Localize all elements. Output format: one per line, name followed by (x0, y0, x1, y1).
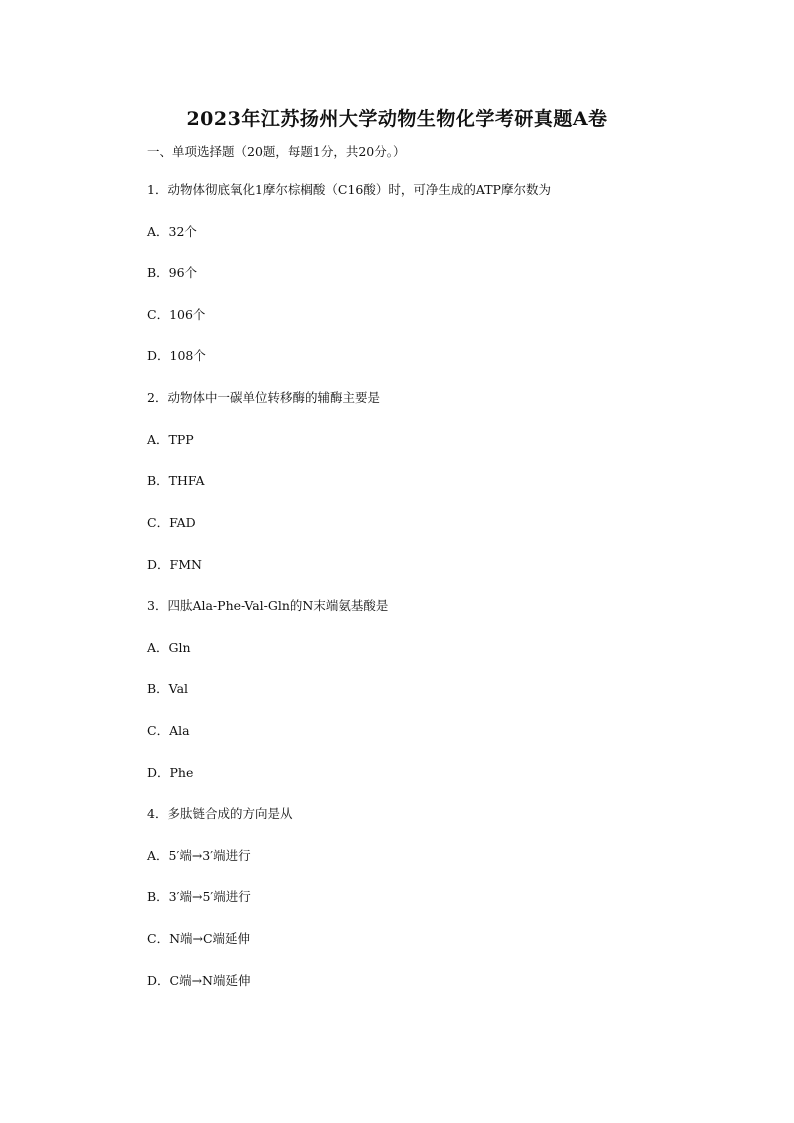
question-4-option-d: D．C端→N端延伸 (147, 973, 251, 988)
question-3-option-d: D．Phe (147, 765, 194, 780)
question-2-option-b: B．THFA (147, 473, 205, 488)
question-4-stem: 4．多肽链合成的方向是从 (147, 806, 293, 821)
question-2-option-a: A．TPP (147, 432, 194, 447)
question-4-option-a: A．5′端→3′端进行 (147, 848, 251, 863)
question-3-option-c: C．Ala (147, 723, 190, 738)
question-2-option-c: C．FAD (147, 515, 196, 530)
question-4-option-c: C．N端→C端延伸 (147, 931, 251, 946)
document-title: 2023年江苏扬州大学动物生物化学考研真题A卷 (186, 108, 608, 130)
section-heading: 一、单项选择题（20题，每题1分，共20分。） (147, 144, 406, 159)
question-2-option-d: D．FMN (147, 557, 202, 572)
question-1-option-d: D．108个 (147, 348, 206, 363)
question-3-stem: 3．四肽Ala-Phe-Val-Gln的N末端氨基酸是 (147, 598, 389, 613)
question-1-stem: 1．动物体彻底氧化1摩尔棕榈酸（C16酸）时，可净生成的ATP摩尔数为 (147, 182, 551, 197)
question-1-option-a: A．32个 (147, 224, 197, 239)
question-4-option-b: B．3′端→5′端进行 (147, 889, 251, 904)
question-2-stem: 2．动物体中一碳单位转移酶的辅酶主要是 (147, 390, 380, 405)
question-1-option-c: C．106个 (147, 307, 206, 322)
question-3-option-a: A．Gln (147, 640, 191, 655)
question-3-option-b: B．Val (147, 681, 189, 696)
question-1-option-b: B．96个 (147, 265, 198, 280)
